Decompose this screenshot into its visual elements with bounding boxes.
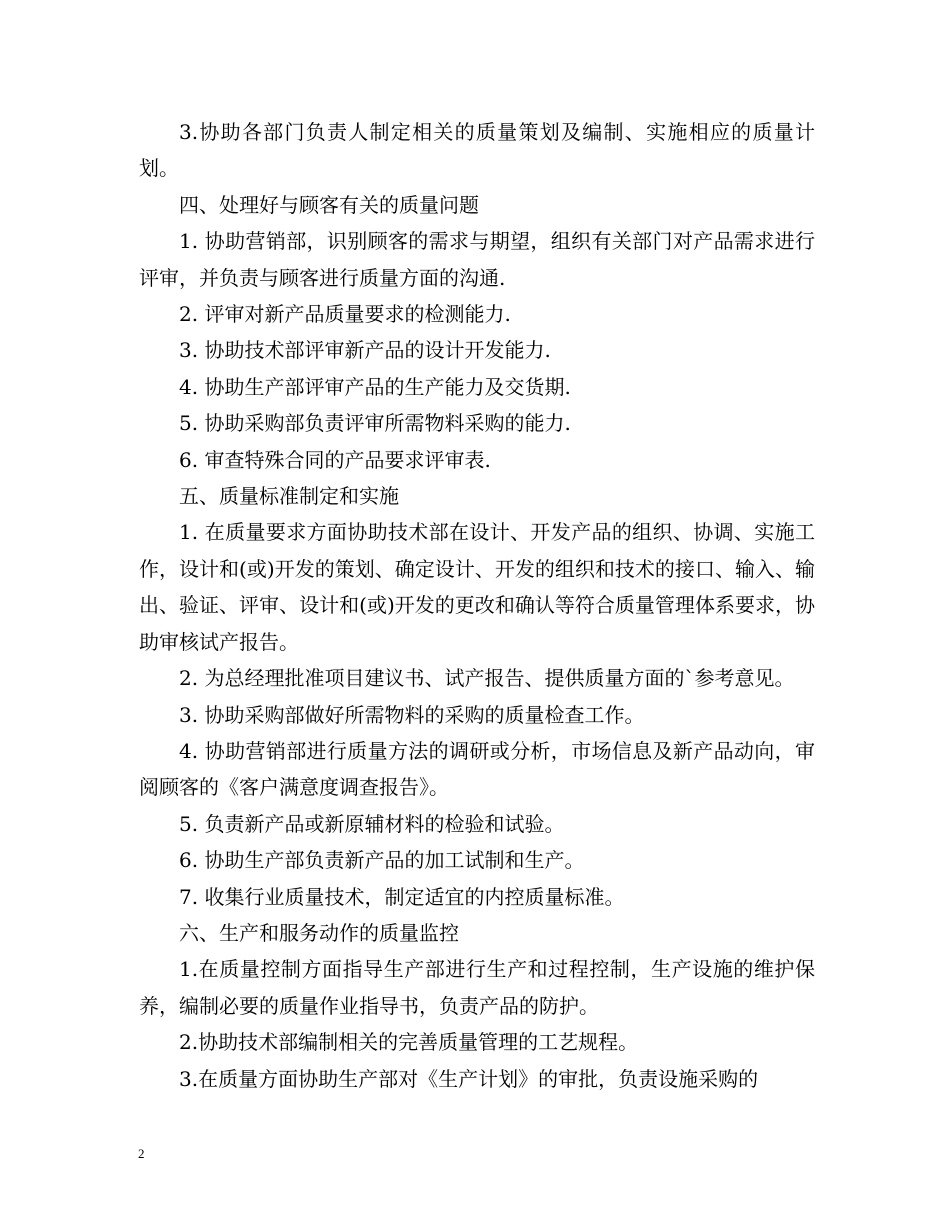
paragraph-1: 3.协助各部门负责人制定相关的质量策划及编制、实施相应的质量计划。 bbox=[139, 120, 815, 181]
paragraph-4-2: 2. 评审对新产品质量要求的检测能力. bbox=[179, 302, 511, 327]
paragraph-5-4: 4. 协助营销部进行质量方法的调研或分析，市场信息及新产品动向，审阅顾客的《客户满意度调查报告》。 bbox=[139, 738, 815, 800]
paragraph-6-1: 1.在质量控制方面指导生产部进行生产和过程控制，生产设施的维护保养，编制必要的质量作业指导书，负责产品的防护。 bbox=[139, 957, 815, 1018]
paragraph-5-3: 3. 协助采购部做好所需物料的采购的质量检查工作。 bbox=[179, 702, 645, 727]
page-number: 2 bbox=[138, 1146, 145, 1161]
paragraph-6-3: 3.在质量方面协助生产部对《生产计划》的审批，负责设施采购的 bbox=[179, 1066, 759, 1091]
paragraph-4-1: 1. 协助营销部，识别顾客的需求与期望，组织有关部门对产品需求进行评审，并负责与顾客进行质量方面的沟通. bbox=[139, 229, 815, 290]
section-heading-5: 五、质量标准制定和实施 bbox=[179, 484, 399, 509]
paragraph-5-6: 6. 协助生产部负责新产品的加工试制和生产。 bbox=[179, 848, 585, 873]
paragraph-5-7: 7. 收集行业质量技术，制定适宜的内控质量标准。 bbox=[179, 884, 625, 909]
section-heading-6: 六、生产和服务动作的质量监控 bbox=[179, 920, 459, 945]
paragraph-4-5: 5. 协助采购部负责评审所需物料采购的能力. bbox=[179, 411, 571, 436]
paragraph-5-5: 5. 负责新产品或新原辅材料的检验和试验。 bbox=[179, 811, 565, 836]
paragraph-6-2: 2.协助技术部编制相关的完善质量管理的工艺规程。 bbox=[179, 1030, 639, 1055]
document-body bbox=[139, 114, 815, 1097]
paragraph-4-4: 4. 协助生产部评审产品的生产能力及交货期. bbox=[179, 374, 571, 399]
paragraph-4-3: 3. 协助技术部评审新产品的设计开发能力. bbox=[179, 338, 551, 363]
paragraph-4-6: 6. 审查特殊合同的产品要求评审表. bbox=[179, 447, 491, 472]
section-heading-4: 四、处理好与顾客有关的质量问题 bbox=[179, 192, 479, 217]
paragraph-5-1: 1. 在质量要求方面协助技术部在设计、开发产品的组织、协调、实施工作，设计和(或)开发的策划、确定设计、开发的组织和技术的接口、输入、输出、验证、评审、设计和(或)开发的更改和确认等符合质量管理体系要求，协助审核试产报告。 bbox=[139, 520, 815, 654]
paragraph-5-2: 2. 为总经理批准项目建议书、试产报告、提供质量方面的`参考意见。 bbox=[179, 666, 795, 691]
